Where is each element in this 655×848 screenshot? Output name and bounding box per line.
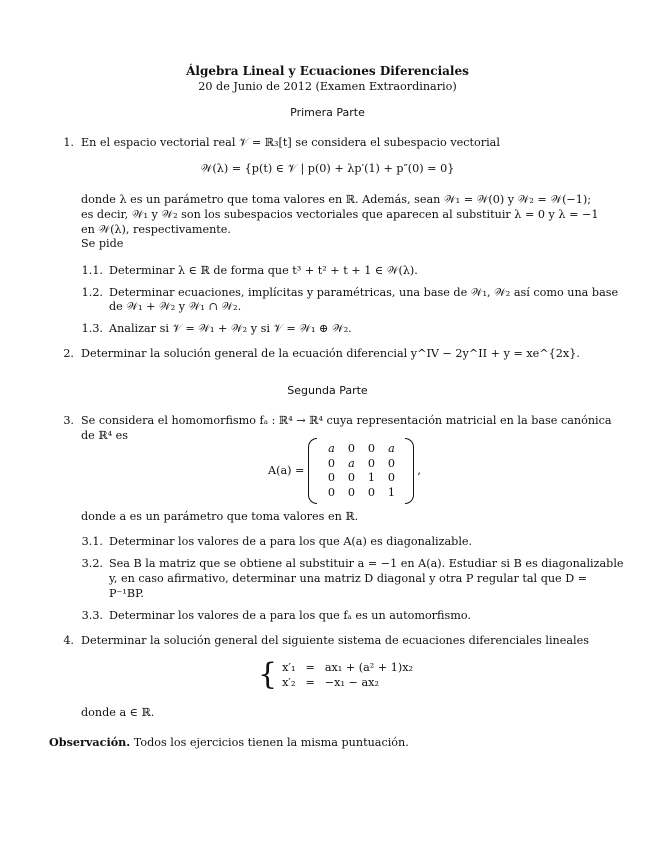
matrix-cell: 0 xyxy=(327,471,335,485)
subquestion-1-1-text: Determinar λ ∈ ℝ de forma que t³ + t² + t + 1 ∈ 𝒲(λ). xyxy=(109,264,418,277)
matrix-cell: a xyxy=(388,442,395,456)
system-rhs: ax₁ + (a² + 1)x₂ xyxy=(324,660,414,674)
matrix-right-bracket xyxy=(405,438,414,504)
question-2-text: Determinar la solución general de la ecuación diferencial y^IV − 2y^II + y = xe^{2x}. xyxy=(81,347,580,360)
question-1-line2: es decir, 𝒲₁ y 𝒲₂ son los subespacios vectoriales que aparecen al substituir λ = 0 y λ = −1 xyxy=(81,208,599,221)
question-1-number: 1. xyxy=(63,136,74,149)
question-1-formula: 𝒲(λ) = {p(t) ∈ 𝒱 | p(0) + λp′(1) + p″(0) = 0} xyxy=(200,162,455,175)
ode-system xyxy=(258,657,418,692)
subquestion-1-2-text2: de 𝒲₁ + 𝒲₂ y 𝒲₁ ∩ 𝒲₂. xyxy=(109,300,242,313)
matrix-cell: 1 xyxy=(367,471,375,485)
subquestion-1-3-number: 1.3. xyxy=(81,322,103,335)
exam-subtitle: 20 de Junio de 2012 (Examen Extraordinario) xyxy=(198,80,457,93)
matrix-cell: 0 xyxy=(367,485,375,499)
question-1-se-pide: Se pide xyxy=(81,237,124,250)
question-3-line2: de ℝ⁴ es xyxy=(81,429,129,442)
question-1-line3: en 𝒲(λ), respectivamente. xyxy=(81,223,231,236)
matrix-cell: 0 xyxy=(367,456,375,470)
system-rhs: −x₁ − ax₂ xyxy=(324,675,379,689)
matrix-cell: 0 xyxy=(367,442,375,456)
observation-label: Observación. xyxy=(49,735,131,749)
subquestion-1-2-number: 1.2. xyxy=(81,286,103,299)
observation-text: Todos los ejercicios tienen la misma puntuación. xyxy=(133,736,409,749)
system-brace: { xyxy=(258,657,278,692)
question-2-number: 2. xyxy=(63,347,74,360)
subquestion-3-1-number: 3.1. xyxy=(81,535,103,548)
system-lhs: x′₁ xyxy=(282,660,296,674)
matrix-cell: 1 xyxy=(387,485,395,499)
section-heading-segunda: Segunda Parte xyxy=(287,384,368,397)
question-3-where: donde a es un parámetro que toma valores en ℝ. xyxy=(81,510,359,523)
matrix-cell: 0 xyxy=(327,456,335,470)
system-eq: = xyxy=(305,675,315,689)
matrix-trailing-comma: , xyxy=(417,464,421,477)
question-1-intro: En el espacio vectorial real 𝒱 = ℝ₃[t] se considera el subespacio vectorial xyxy=(81,136,500,149)
system-row xyxy=(277,675,418,690)
subquestion-3-1-text: Determinar los valores de a para los que A(a) es diagonalizable. xyxy=(109,535,473,548)
system-equations xyxy=(277,660,418,690)
matrix-label: A(a) = xyxy=(268,464,305,477)
question-4-where: donde a ∈ ℝ. xyxy=(81,706,155,719)
matrix-cell: 0 xyxy=(327,485,335,499)
matrix-a xyxy=(268,438,421,504)
matrix-cell: a xyxy=(348,456,355,470)
matrix-entries xyxy=(321,442,401,500)
subquestion-1-1-number: 1.1. xyxy=(81,264,103,277)
subquestion-1-3-text: Analizar si 𝒱 = 𝒲₁ + 𝒲₂ y si 𝒱 = 𝒲₁ ⊕ 𝒲₂. xyxy=(109,322,352,335)
system-eq: = xyxy=(305,660,315,674)
matrix-cell: 0 xyxy=(387,471,395,485)
matrix-left-bracket xyxy=(308,438,317,504)
matrix-cell: 0 xyxy=(347,485,355,499)
subquestion-3-2-text3: P⁻¹BP. xyxy=(109,587,144,600)
subquestion-3-2-text: Sea B la matriz que se obtiene al substituir a = −1 en A(a). Estudiar si B es diagonalizable xyxy=(109,557,624,570)
system-lhs: x′₂ xyxy=(282,675,296,689)
matrix-cell: a xyxy=(328,442,335,456)
question-1-line1: donde λ es un parámetro que toma valores en ℝ. Además, sean 𝒲₁ = 𝒲(0) y 𝒲₂ = 𝒲(−1); xyxy=(81,193,592,206)
question-3-number: 3. xyxy=(63,414,74,427)
observation-note xyxy=(49,735,409,750)
subquestion-1-2-text: Determinar ecuaciones, implícitas y paramétricas, una base de 𝒲₁, 𝒲₂ así como una base xyxy=(109,286,619,299)
subquestion-3-2-number: 3.2. xyxy=(81,557,103,570)
matrix-cell: 0 xyxy=(347,442,355,456)
question-4-number: 4. xyxy=(63,634,74,647)
section-heading-primera: Primera Parte xyxy=(290,106,365,119)
matrix-cell: 0 xyxy=(387,456,395,470)
matrix-cell: 0 xyxy=(347,471,355,485)
question-3-line1: Se considera el homomorfismo fₐ : ℝ⁴ → ℝ⁴ cuya representación matricial en la base canónica xyxy=(81,414,612,427)
subquestion-3-3-number: 3.3. xyxy=(81,609,103,622)
exam-title: Álgebra Lineal y Ecuaciones Diferenciales xyxy=(186,64,469,78)
subquestion-3-2-text2: y, en caso afirmativo, determinar una matriz D diagonal y otra P regular tal que D = xyxy=(109,572,588,585)
system-row xyxy=(277,660,418,675)
question-4-text: Determinar la solución general del siguiente sistema de ecuaciones diferenciales lineales xyxy=(81,634,589,647)
subquestion-3-3-text: Determinar los valores de a para los que fₐ es un automorfismo. xyxy=(109,609,471,622)
